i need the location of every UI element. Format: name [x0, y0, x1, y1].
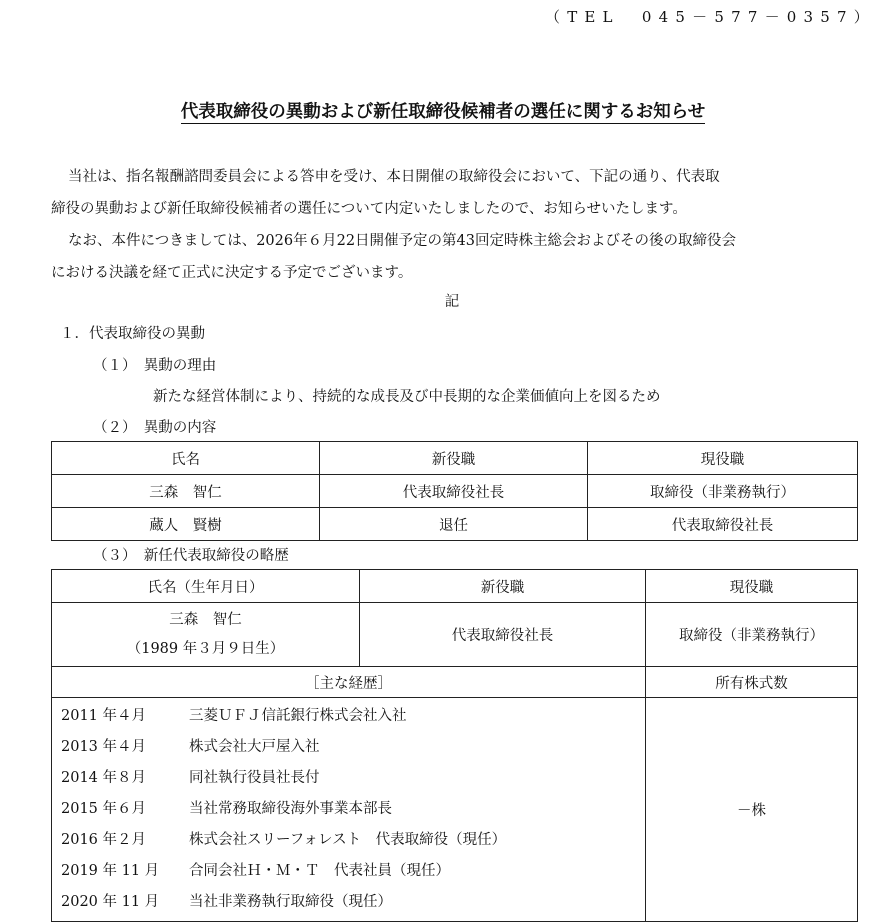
profile-table: [51, 569, 858, 922]
cell-new-position: 退任: [320, 508, 588, 541]
career-text: 三菱ＵＦＪ信託銀行株式会社入社: [189, 708, 407, 724]
list-item: [61, 828, 645, 859]
paragraph-1-line-2: 締役の異動および新任取締役候補者の選任について内定いたしましたので、お知らせいたします。: [51, 201, 687, 217]
change-table: [51, 441, 858, 541]
table-subheader-row: [52, 667, 858, 698]
paragraph-2-line-2: における決議を経て正式に決定する予定でございます。: [51, 265, 413, 281]
subsection-profile-heading: （３） 新任代表取締役の略歴: [93, 548, 289, 564]
career-text: 株式会社大戸屋入社: [189, 739, 320, 755]
cell-current-position: 取締役（非業務執行）: [588, 475, 858, 508]
career-text: 当社非業務執行取締役（現任）: [189, 894, 392, 910]
cell-shares: －株: [646, 698, 858, 922]
paragraph-1-line-1: 当社は、指名報酬諮問委員会による答申を受け、本日開催の取締役会において、下記の通り、代表取: [68, 169, 720, 185]
header-shares: 所有株式数: [646, 667, 858, 698]
table-row: [52, 698, 858, 922]
table-header-row: [52, 570, 858, 603]
list-item: [61, 735, 645, 766]
reason-text: 新たな経営体制により、持続的な成長及び中長期的な企業価値向上を図るため: [153, 389, 661, 405]
table-row: [52, 475, 858, 508]
header-current-position: 現役職: [588, 442, 858, 475]
career-date: 2020 年 11 月: [61, 894, 160, 910]
list-item: [61, 859, 645, 890]
list-item: [61, 890, 645, 921]
career-date: 2015 年６月: [61, 801, 147, 817]
career-date: 2016 年２月: [61, 832, 147, 848]
section-heading: １．代表取締役の異動: [60, 326, 205, 342]
career-list: [52, 698, 646, 922]
career-date: 2019 年 11 月: [61, 863, 160, 879]
cell-name-birth: [52, 603, 360, 667]
header-name-birth: 氏名（生年月日）: [52, 570, 360, 603]
header-new-position: 新役職: [320, 442, 588, 475]
cell-current-position: 取締役（非業務執行）: [646, 603, 858, 667]
header-new-position: 新役職: [360, 570, 646, 603]
tel-number: （TEL 045－577－0357）: [545, 8, 876, 26]
table-row: [52, 508, 858, 541]
candidate-birthdate: （1989 年３月９日生）: [126, 640, 285, 657]
career-text: 当社常務取締役海外事業本部長: [189, 801, 392, 817]
career-date: 2014 年８月: [61, 770, 147, 786]
header-name: 氏名: [52, 442, 320, 475]
career-date: 2011 年４月: [61, 708, 147, 724]
career-text: 同社執行役員社長付: [189, 770, 320, 786]
cell-new-position: 代表取締役社長: [360, 603, 646, 667]
header-career: ［主な経歴］: [52, 667, 646, 698]
subsection-reason-heading: （１） 異動の理由: [93, 358, 217, 374]
career-text: 株式会社スリーフォレスト 代表取締役（現任）: [189, 832, 507, 848]
career-text: 合同会社Ｈ・Ｍ・Ｔ 代表社員（現任）: [189, 863, 450, 879]
document-title-text: 代表取締役の異動および新任取締役候補者の選任に関するお知らせ: [180, 102, 706, 122]
cell-new-position: 代表取締役社長: [320, 475, 588, 508]
list-item: [61, 704, 645, 735]
list-item: [61, 766, 645, 797]
subsection-content-heading: （２） 異動の内容: [93, 420, 217, 436]
cell-current-position: 代表取締役社長: [588, 508, 858, 541]
document-title: [0, 98, 886, 123]
candidate-name: 三森 智仁: [169, 611, 242, 628]
ki-mark: 記: [444, 294, 460, 310]
paragraph-2-line-1: なお、本件につきましては、2026年６月22日開催予定の第43回定時株主総会およびその後の取締役会: [68, 233, 737, 249]
table-row: [52, 603, 858, 667]
list-item: [61, 797, 645, 828]
career-date: 2013 年４月: [61, 739, 147, 755]
table-header-row: [52, 442, 858, 475]
cell-name: 三森 智仁: [52, 475, 320, 508]
header-current-position: 現役職: [646, 570, 858, 603]
cell-name: 蔵人 賢樹: [52, 508, 320, 541]
